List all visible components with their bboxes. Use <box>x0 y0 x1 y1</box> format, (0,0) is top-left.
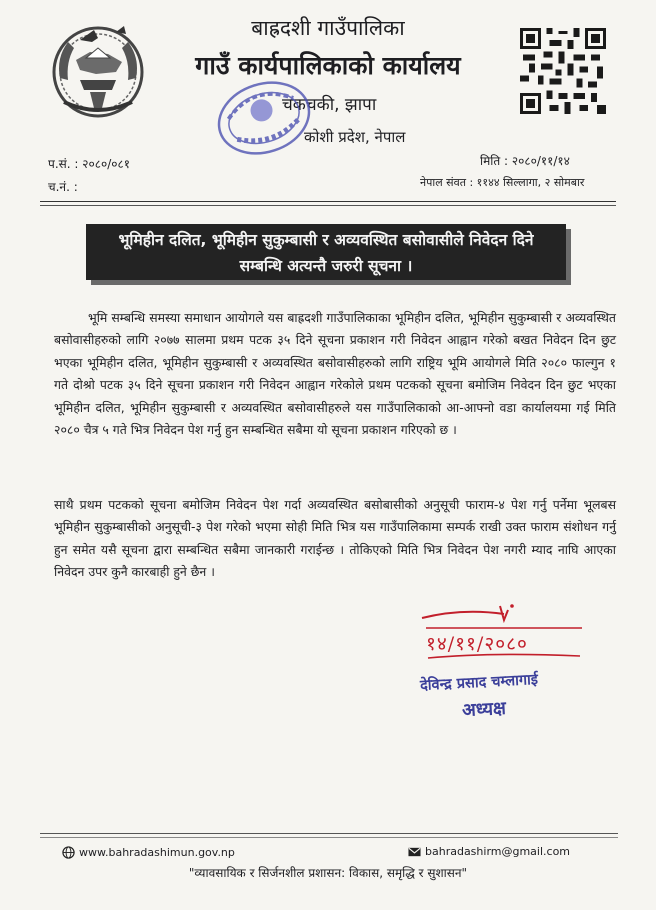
office-stamp-icon <box>212 78 316 158</box>
office-province: कोशी प्रदेश, नेपाल <box>304 128 406 146</box>
footer-divider-thin <box>40 837 618 838</box>
notice-paragraph-1: भूमि सम्बन्धि समस्या समाधान आयोगले यस बाह्रदशी गाउँपालिकाका भूमिहीन दलित, भूमिहीन सुकुम्बासी र अव्यवस्थित बसोवासीहरुको लागि २०७७ सालमा प्रथम पटक ३५ दिने सूचना प्रकाशन गरी निवेदन आह्वान गरेको बखत निवेदन दिन छुट भएका भूमिहीन दलित, भूमिहीन सुकुम्बासी र अव्यवस्थित बसोवासीहरुको लागि राष्ट्रिय भूमि आयोगले मिति २०८० फाल्गुन १ गते दोश्रो पटक ३५ दिने सूचना प्रकाशन गरी निवेदन आह्वान गरेकोले प्रथम पटकको सूचना बमोजिम निवेदन दिन छुट भएका भूमिहीन दलित, भूमिहीन सुकुम्बासी र अव्यवस्थित बसोवासीहरुले यस गाउँपालिकाको आ-आफ्नो वडा कार्यालयमा गई मिति २०८० चैत्र ५ गते भित्र निवेदन पेश गर्नु हुन सम्बन्धित सबैमा यो सूचना प्रकाशन गरिएको छ । <box>54 310 616 438</box>
header-divider <box>40 201 616 202</box>
globe-icon <box>62 846 75 859</box>
signature-mark <box>412 600 602 730</box>
mail-icon <box>408 847 421 857</box>
footer-divider <box>40 833 618 834</box>
municipality-name: बाह्रदशी गाउँपालिका <box>251 16 405 40</box>
signatory-name: देविन्द्र प्रसाद चम्लागाई <box>419 671 539 695</box>
header-divider-thin <box>40 205 616 206</box>
office-name: गाउँ कार्यपालिकाको कार्यालय <box>195 51 461 80</box>
signature-date: १४/११/२०८० <box>426 633 528 655</box>
notice-paragraph-2: साथै प्रथम पटकको सूचना बमोजिम निवेदन पेश गर्दा अव्यवस्थित बसोबासीको अनुसूची फाराम-४ पेश गर्नु पर्नेमा भूलबस भूमिहीन सुकुम्बासीको अनुसूची-३ पेश गरेको भएमा सोही मिति भित्र यस गाउँपालिकामा सम्पर्क राखी उक्त फाराम संशोधन गर्नु हुन समेत यसै सूचना द्वारा सम्बन्धित सबैमा जानकारी गराईन्छ । तोकिएको मिति भित्र निवेदन पेश नगरी म्याद नाघि आएका निवेदन उपर कुनै कारबाही हुने छैन । <box>54 497 616 580</box>
reference-number: प.सं. : २०८०/०८१ <box>48 157 130 171</box>
email-text: bahradashirm@gmail.com <box>425 845 571 858</box>
office-location: चकचकी, झापा <box>282 95 377 115</box>
dispatch-number: च.नं. : <box>48 180 78 194</box>
qr-code-icon <box>520 28 606 114</box>
footer-slogan: "व्यावसायिक र सिर्जनशील प्रशासन: विकास, समृद्धि र सुशासन" <box>188 866 468 880</box>
notice-title-line1: भूमिहीन दलित, भूमिहीन सुकुम्बासी र अव्यवस्थित बसोवासीले निवेदन दिने <box>118 231 534 249</box>
notice-title-line2: सम्बन्धि अत्यन्तै जरुरी सूचना । <box>239 257 413 275</box>
website-text: www.bahradashimun.gov.np <box>79 846 235 859</box>
notice-title <box>86 224 566 280</box>
email-link[interactable] <box>408 845 570 858</box>
signatory-title: अध्यक्ष <box>461 697 507 722</box>
nepal-samvat-date: नेपाल संवत : ११४४ सिल्लागा, २ सोमबार <box>420 176 585 189</box>
website-link[interactable] <box>62 846 235 859</box>
issue-date: मिति : २०८०/११/१४ <box>480 154 570 168</box>
